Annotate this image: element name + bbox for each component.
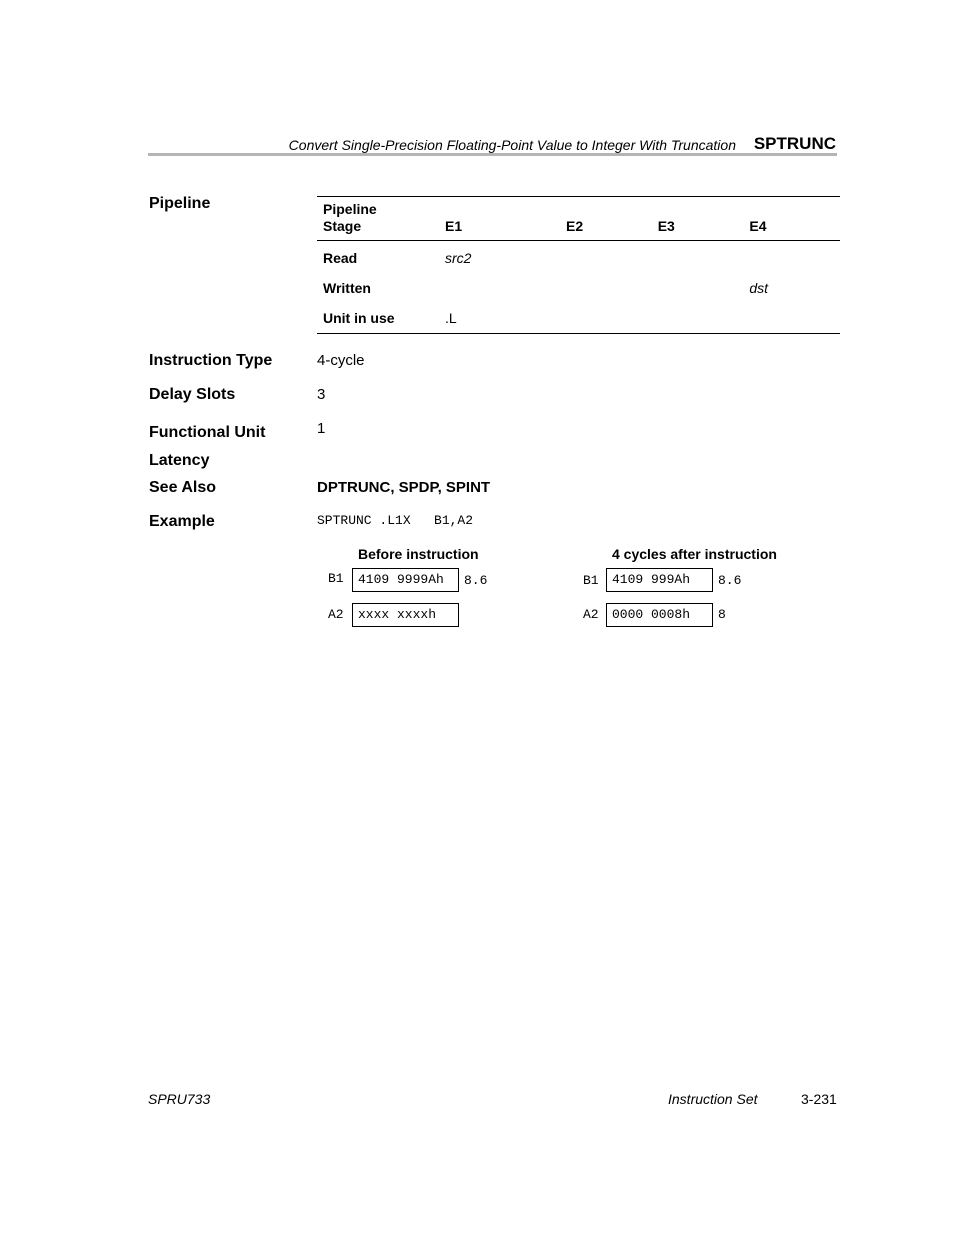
functional-unit-latency-label	[149, 419, 265, 475]
instruction-type-label: Instruction Type	[149, 352, 273, 369]
pipeline-cell	[560, 241, 652, 274]
before-register-value-box: xxxx xxxxh	[352, 603, 459, 627]
pipeline-cell	[652, 303, 744, 334]
before-register-name: A2	[328, 607, 344, 622]
pipeline-row-read	[317, 241, 840, 274]
pipeline-row-label: Unit in use	[317, 303, 439, 334]
instruction-type-value: 4-cycle	[317, 352, 365, 369]
before-instruction-heading: Before instruction	[358, 546, 479, 562]
pipeline-label: Pipeline	[149, 195, 211, 212]
pipeline-cell: src2	[445, 250, 472, 266]
pipeline-cell	[439, 273, 560, 303]
delay-slots-value: 3	[317, 386, 326, 403]
pipeline-row-label: Written	[323, 280, 371, 296]
pipeline-cell	[743, 241, 840, 274]
pipeline-row-written	[317, 273, 840, 303]
after-register-value-box: 0000 0008h	[606, 603, 713, 627]
after-register-decimal: 8.6	[718, 573, 742, 588]
delay-slots-label: Delay Slots	[149, 386, 236, 403]
pipeline-stage-header-line1: Pipeline	[323, 201, 377, 217]
footer-doc-id: SPRU733	[148, 1091, 211, 1107]
after-register-decimal: 8	[718, 607, 726, 622]
before-register-name: B1	[328, 571, 344, 586]
see-also-label: See Also	[149, 479, 216, 496]
pipeline-cell	[743, 303, 840, 334]
after-register-value-box: 4109 999Ah	[606, 568, 713, 592]
example-label: Example	[149, 513, 215, 530]
pipeline-stage-header	[317, 197, 439, 241]
footer-page-number: 3-231	[801, 1091, 837, 1107]
functional-unit-latency-value: 1	[317, 420, 326, 437]
after-register-name: B1	[583, 573, 599, 588]
pipeline-table	[317, 196, 840, 334]
example-code: SPTRUNC .L1X B1,A2	[317, 513, 474, 528]
before-register-decimal: 8.6	[464, 573, 488, 588]
pipeline-row-unit-in-use	[317, 303, 840, 334]
pipeline-cell	[560, 273, 652, 303]
pipeline-col-e2: E2	[560, 197, 652, 241]
pipeline-row-label: Read	[323, 250, 358, 266]
pipeline-cell: .L	[439, 303, 560, 334]
pipeline-cell	[652, 241, 744, 274]
pipeline-col-e4: E4	[743, 197, 840, 241]
header-rule	[148, 153, 837, 156]
before-register-value-box: 4109 9999Ah	[352, 568, 459, 592]
functional-unit-latency-label-line2: Latency	[149, 452, 210, 469]
pipeline-cell: dst	[749, 280, 769, 296]
pipeline-cell	[652, 273, 744, 303]
after-instruction-heading: 4 cycles after instruction	[612, 546, 777, 562]
page-header-mnemonic: SPTRUNC	[753, 134, 836, 153]
pipeline-col-e1: E1	[439, 197, 560, 241]
after-register-name: A2	[583, 607, 599, 622]
functional-unit-latency-label-line1: Functional Unit	[149, 424, 266, 441]
pipeline-col-e3: E3	[652, 197, 744, 241]
page-header-title: Convert Single-Precision Floating-Point Value to Integer With Truncation	[288, 137, 736, 153]
pipeline-cell	[560, 303, 652, 334]
pipeline-header-row	[317, 197, 840, 241]
pipeline-stage-header-line2: Stage	[323, 218, 362, 234]
see-also-value: DPTRUNC, SPDP, SPINT	[317, 479, 491, 496]
footer-section: Instruction Set	[668, 1091, 758, 1107]
